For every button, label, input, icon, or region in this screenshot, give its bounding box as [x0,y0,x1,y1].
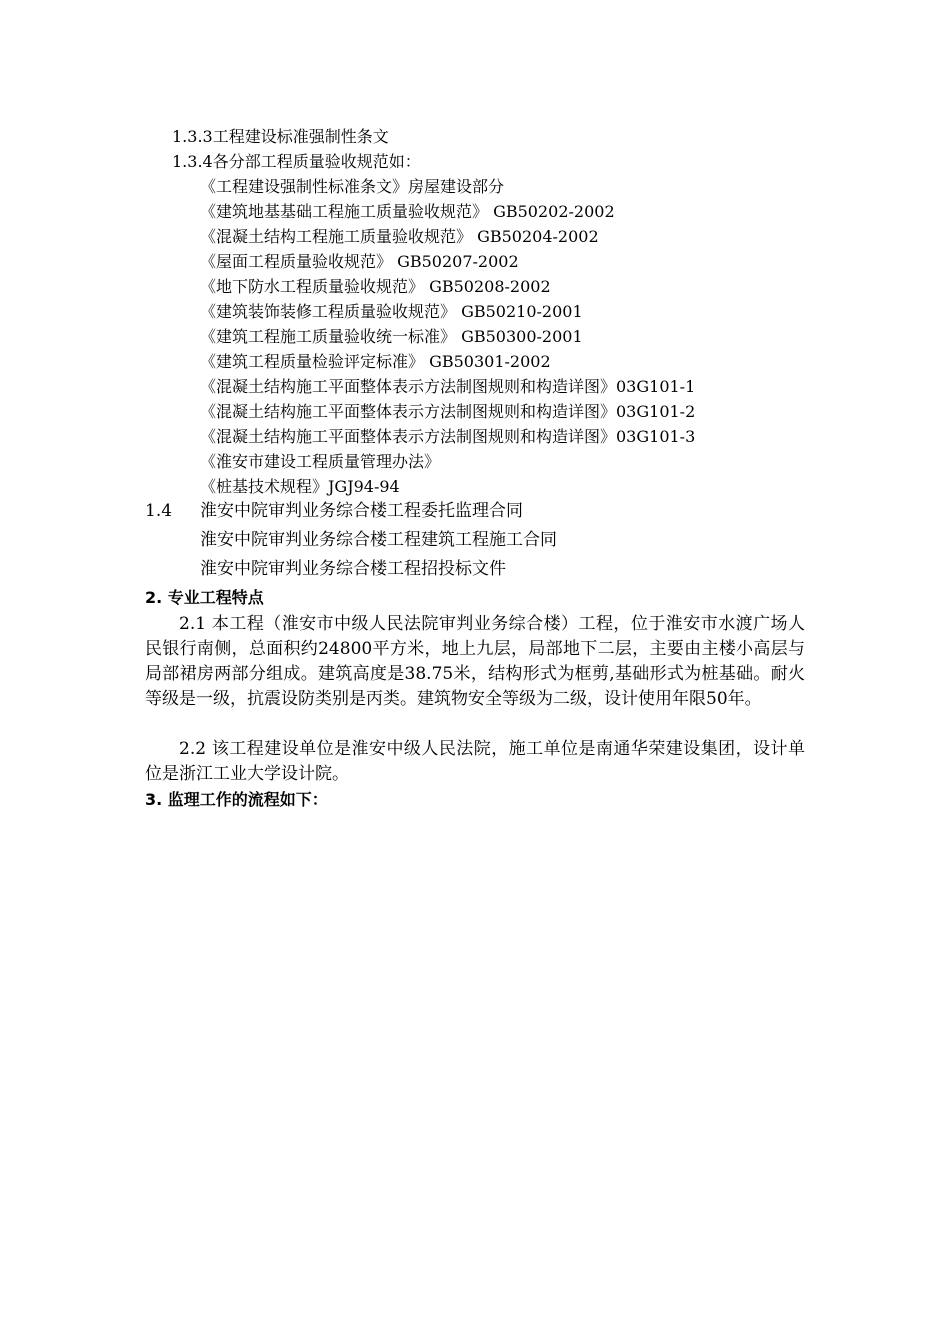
paragraph-2-2: 2.2 该工程建设单位是淮安中级人民法院，施工单位是南通华荣建设集团，设计单位是浙江工业大学设计院。 [145,739,805,784]
contract-item: 淮安中院审判业务综合楼工程招投标文件 [200,559,506,579]
standard-item: 《建筑工程施工质量验收统一标准》 GB50300-2001 [200,327,583,346]
contract-item: 淮安中院审判业务综合楼工程委托监理合同 [200,501,523,521]
standard-item: 《桩基技术规程》JGJ94-94 [200,477,400,496]
standard-item: 《淮安市建设工程质量管理办法》 [200,452,441,471]
paragraph-2-1: 2.1 本工程（淮安市中级人民法院审判业务综合楼）工程，位于淮安市水渡广场人民银行南侧，总面积约24800平方米，地上九层，局部地下二层，主要由主楼小高层与局部裙房两部分组成。建筑高度是38.75米，结构形式为框剪,基础形式为桩基础。耐火等级是一级，抗震设防类别是丙类。建筑物安全等级为二级，设计使用年限50年。 [145,614,805,709]
standard-item: 《建筑地基基础工程施工质量验收规范》 GB50202-2002 [200,202,615,221]
section-1-3-4: 1.3.4各分部工程质量验收规范如： [172,152,421,171]
standard-item: 《建筑装饰装修工程质量验收规范》 GB50210-2001 [200,302,583,321]
standard-item: 《混凝土结构施工平面整体表示方法制图规则和构造详图》03G101-1 [200,377,696,396]
standard-item: 《屋面工程质量验收规范》 GB50207-2002 [200,252,519,271]
heading-2: 2. 专业工程特点 [145,588,264,607]
standard-item: 《混凝土结构施工平面整体表示方法制图规则和构造详图》03G101-2 [200,402,696,421]
standard-item: 《混凝土结构工程施工质量验收规范》 GB50204-2002 [200,227,599,246]
section-1-3-3: 1.3.3工程建设标准强制性条文 [172,127,389,146]
heading-3: 3. 监理工作的流程如下： [145,790,328,809]
standard-item: 《混凝土结构施工平面整体表示方法制图规则和构造详图》03G101-3 [200,427,696,446]
standard-item: 《地下防水工程质量验收规范》 GB50208-2002 [200,277,551,296]
standard-item: 《建筑工程质量检验评定标准》 GB50301-2002 [200,352,551,371]
contract-item: 淮安中院审判业务综合楼工程建筑工程施工合同 [200,530,557,550]
standard-item: 《工程建设强制性标准条文》房屋建设部分 [200,177,505,196]
section-1-4-number: 1.4 [145,501,173,521]
